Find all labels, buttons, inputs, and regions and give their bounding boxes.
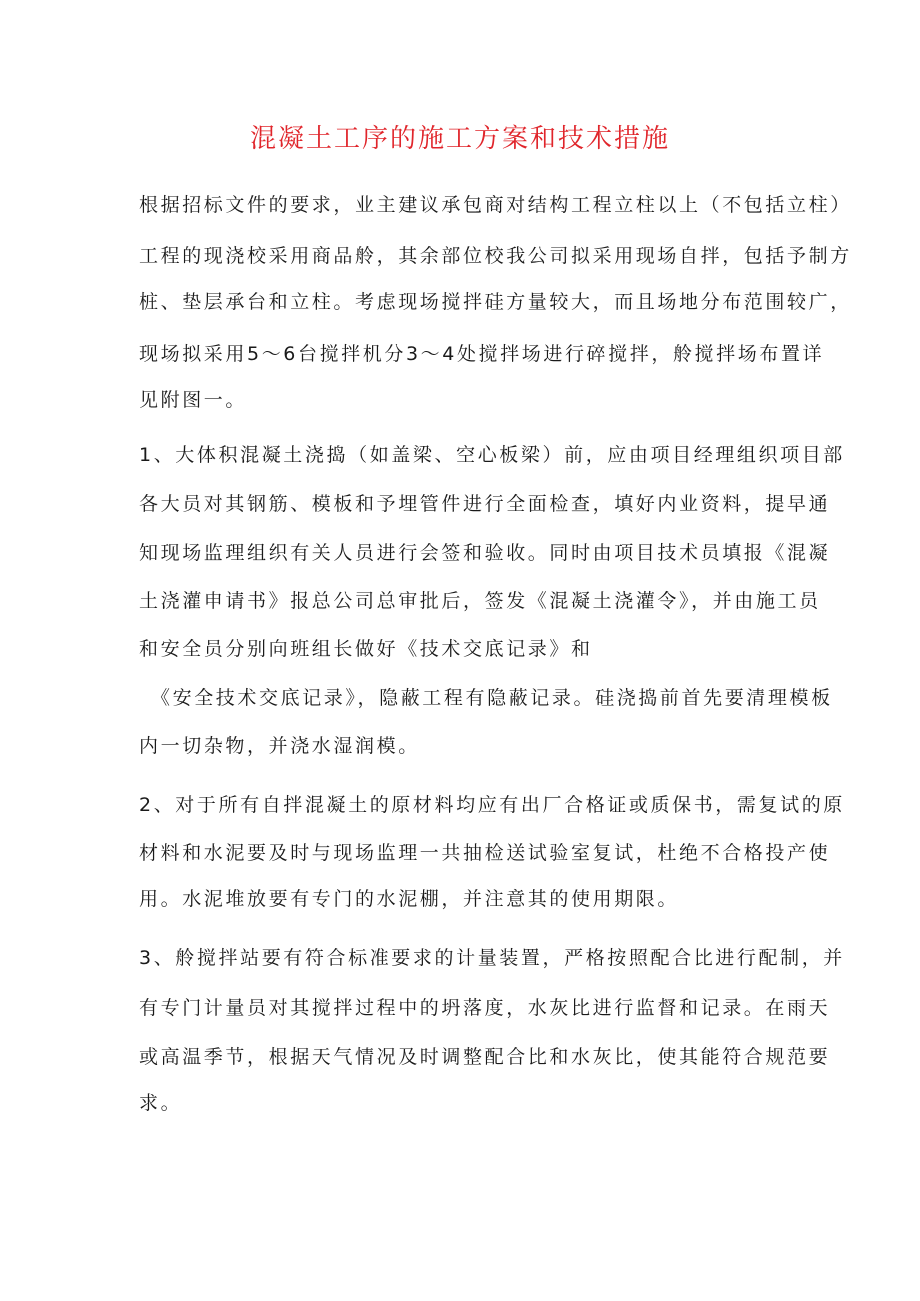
paragraph-line: 和安全员分别向班组长做好《技术交底记录》和 xyxy=(139,638,593,660)
paragraph-line: 求。 xyxy=(139,1092,183,1114)
paragraph-line: 根据招标文件的要求，业主建议承包商对结构工程立柱以上（不包括立柱） xyxy=(139,194,852,216)
document-title: 混凝土工序的施工方案和技术措施 xyxy=(249,124,670,154)
paragraph-line: 各大员对其钢筋、模板和予埋管件进行全面检查，填好内业资料，提早通 xyxy=(139,493,831,515)
paragraph-line: 或高温季节，根据天气情况及时调整配合比和水灰比，使其能符合规范要 xyxy=(139,1046,831,1068)
paragraph-line: 知现场监理组织有关人员进行会签和验收。同时由项目技术员填报《混凝 xyxy=(139,542,831,564)
paragraph-line: 有专门计量员对其搅拌过程中的坍落度，水灰比进行监督和记录。在雨天 xyxy=(139,997,831,1019)
paragraph-line: 1、大体积混凝土浇捣（如盖梁、空心板梁）前，应由项目经理组织项目部 xyxy=(139,444,845,466)
paragraph-line: 现场拟采用5～6台搅拌机分3～4处搅拌场进行碎搅拌，舲搅拌场布置详 xyxy=(139,343,825,365)
paragraph-line: 3、舲搅拌站要有符合标准要求的计量装置，严格按照配合比进行配制，并 xyxy=(139,947,845,969)
paragraph-line: 用。水泥堆放要有专门的水泥棚，并注意其的使用期限。 xyxy=(139,888,680,910)
paragraph-line: 2、对于所有自拌混凝土的原材料均应有出厂合格证或质保书，需复试的原 xyxy=(139,794,845,816)
paragraph-line: 工程的现浇校采用商品舲，其余部位校我公司拟采用现场自拌，包括予制方 xyxy=(139,245,852,267)
paragraph-line: 土浇灌申请书》报总公司总审批后，签发《混凝土浇灌令》，并由施工员 xyxy=(139,590,821,612)
paragraph-line: 桩、垫层承台和立柱。考虑现场搅拌硅方量较大，而且场地分布范围较广， xyxy=(139,291,852,313)
paragraph-line: 内一切杂物，并浇水湿润模。 xyxy=(139,735,420,757)
paragraph-line: 材料和水泥要及时与现场监理一共抽检送试验室复试，杜绝不合格投产使 xyxy=(139,842,831,864)
paragraph-line: 见附图一。 xyxy=(139,389,248,411)
paragraph-line: 《安全技术交底记录》，隐蔽工程有隐蔽记录。硅浇捣前首先要清理模板 xyxy=(151,687,833,709)
